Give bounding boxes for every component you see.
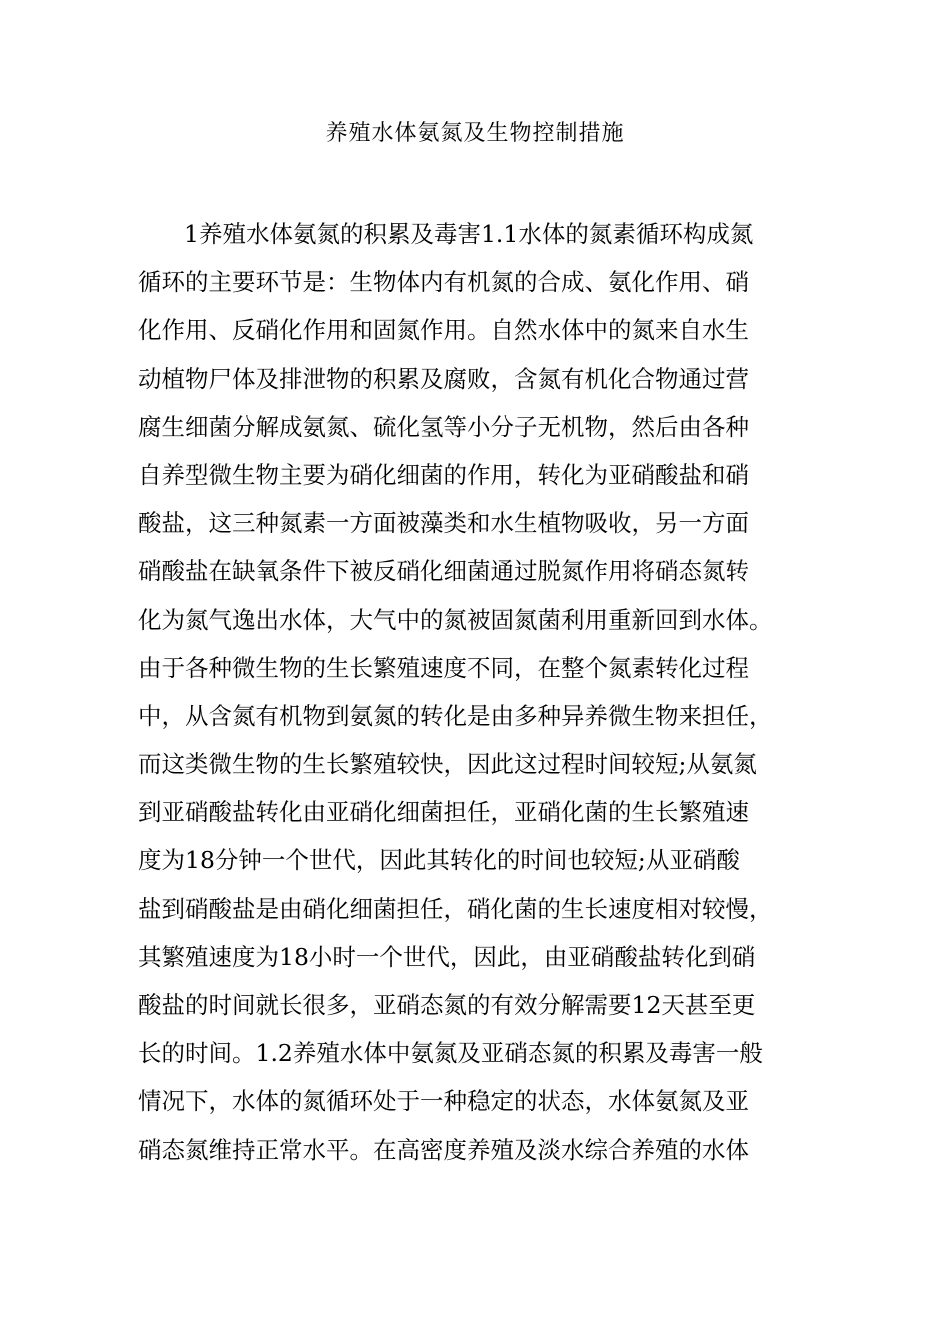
paragraph-line: 到亚硝酸盐转化由亚硝化细菌担任，亚硝化菌的生长繁殖速	[138, 798, 749, 827]
paragraph-line: 酸盐，这三种氮素一方面被藻类和水生植物吸收，另一方面	[138, 509, 749, 538]
paragraph-line: 而这类微生物的生长繁殖较快，因此这过程时间较短;从氨氮	[138, 750, 757, 779]
paragraph-line: 盐到硝酸盐是由硝化细菌担任，硝化菌的生长速度相对较慢，	[138, 894, 773, 923]
document-body	[138, 210, 814, 1174]
paragraph-line: 腐生细菌分解成氨氮、硫化氢等小分子无机物，然后由各种	[138, 412, 749, 441]
paragraph-line: 中，从含氮有机物到氨氮的转化是由多种异养微生物来担任，	[138, 701, 773, 730]
paragraph-line: 硝酸盐在缺氧条件下被反硝化细菌通过脱氮作用将硝态氮转	[138, 557, 749, 586]
paragraph-line: 情况下，水体的氮循环处于一种稳定的状态，水体氨氮及亚	[138, 1087, 749, 1116]
paragraph-line: 循环的主要环节是：生物体内有机氮的合成、氨化作用、硝	[138, 268, 749, 297]
paragraph-line: 酸盐的时间就长很多，亚硝态氮的有效分解需要12天甚至更	[138, 991, 756, 1019]
document-title: 养殖水体氨氮及生物控制措施	[325, 121, 625, 146]
paragraph-line: 自养型微生物主要为硝化细菌的作用，转化为亚硝酸盐和硝	[138, 460, 749, 489]
paragraph-line: 硝态氮维持正常水平。在高密度养殖及淡水综合养殖的水体	[138, 1135, 749, 1164]
paragraph-line: 化为氮气逸出水体，大气中的氮被固氮菌利用重新回到水体。	[138, 605, 773, 634]
paragraph-line: 化作用、反硝化作用和固氮作用。自然水体中的氮来自水生	[138, 316, 749, 345]
paragraph-line: 由于各种微生物的生长繁殖速度不同，在整个氮素转化过程	[138, 653, 749, 682]
paragraph-line: 其繁殖速度为18小时一个世代，因此，由亚硝酸盐转化到硝	[138, 942, 756, 971]
paragraph-line: 动植物尸体及排泄物的积累及腐败，含氮有机化合物通过营	[138, 364, 749, 393]
paragraph-line: 长的时间。1.2养殖水体中氨氮及亚硝态氮的积累及毒害一般	[138, 1039, 763, 1068]
paragraph-line: 1养殖水体氨氮的积累及毒害1.1水体的氮素循环构成氮	[184, 220, 754, 248]
paragraph-line: 度为18分钟一个世代，因此其转化的时间也较短;从亚硝酸	[138, 846, 740, 875]
